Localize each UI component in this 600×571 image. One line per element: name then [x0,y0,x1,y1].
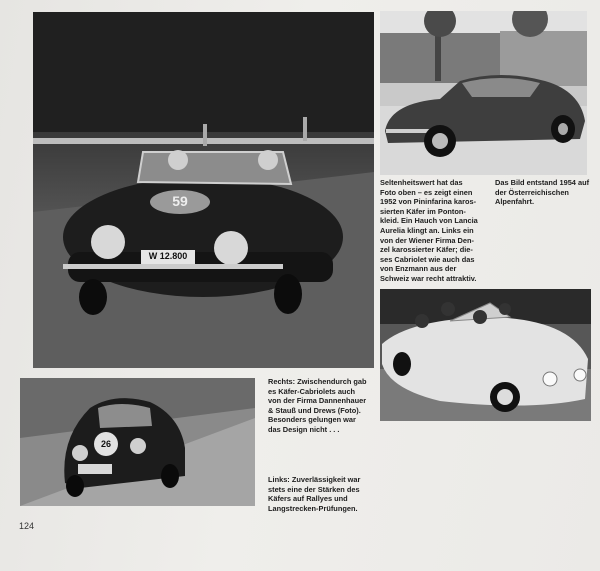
caption-line: Langstrecken-Prüfungen. [268,503,358,513]
caption-photo-date [495,178,595,207]
caption-line: Foto oben – es zeigt einen [380,187,473,197]
caption-line: Das Bild entstand 1954 auf [495,178,590,187]
caption-rechts [268,377,378,435]
photo-rally-kaefer [20,378,255,506]
photo-pininfarina-kaefer [380,11,587,175]
caption-line: Rechts: Zwischendurch gab [268,377,367,386]
caption-line: von Enzmann aus der [380,264,457,274]
caption-line: stets eine der Stärken des [268,484,360,494]
page-number: 124 [19,521,35,531]
photo-denzel-cabriolet [33,12,374,368]
photo-white-cabriolet [380,289,591,421]
caption-line: der Österreichischen [495,187,569,197]
caption-line: 1952 von Pininfarina karos- [380,197,477,207]
caption-line: & Stauß und Drews (Foto). [268,405,361,415]
caption-line: das Design nicht . . . [268,424,340,434]
caption-pininfarina [380,178,492,284]
caption-line: Besonders gelungen war [268,415,356,425]
caption-line: Alpenfahrt. [495,197,535,207]
caption-line: Schweiz war recht attraktiv. [380,273,477,283]
caption-line: Aurelia klingt an. Links ein [380,225,474,235]
caption-line: zel karossierter Käfer; die- [380,245,473,255]
caption-line: Käfers auf Rallyes und [268,494,348,504]
caption-line: es Käfer-Cabriolets auch [268,386,356,396]
caption-line: von der Wiener Firma Den- [380,235,474,245]
cabriolet-license-plate: W 12.800 [148,251,188,261]
caption-line: Links: Zuverlässigkeit war [268,475,361,484]
caption-line: kleid. Ein Hauch von Lancia [380,216,478,226]
rally-race-number: 26 [100,439,111,449]
caption-line: ses Cabriolet wie auch das [380,254,475,264]
caption-line: sierten Käfer im Ponton- [380,206,466,216]
caption-links [268,475,380,513]
caption-line: Seltenheitswert hat das [380,178,463,187]
caption-line: von der Firma Dannenhauer [268,396,367,406]
cabriolet-race-number: 59 [172,193,188,209]
